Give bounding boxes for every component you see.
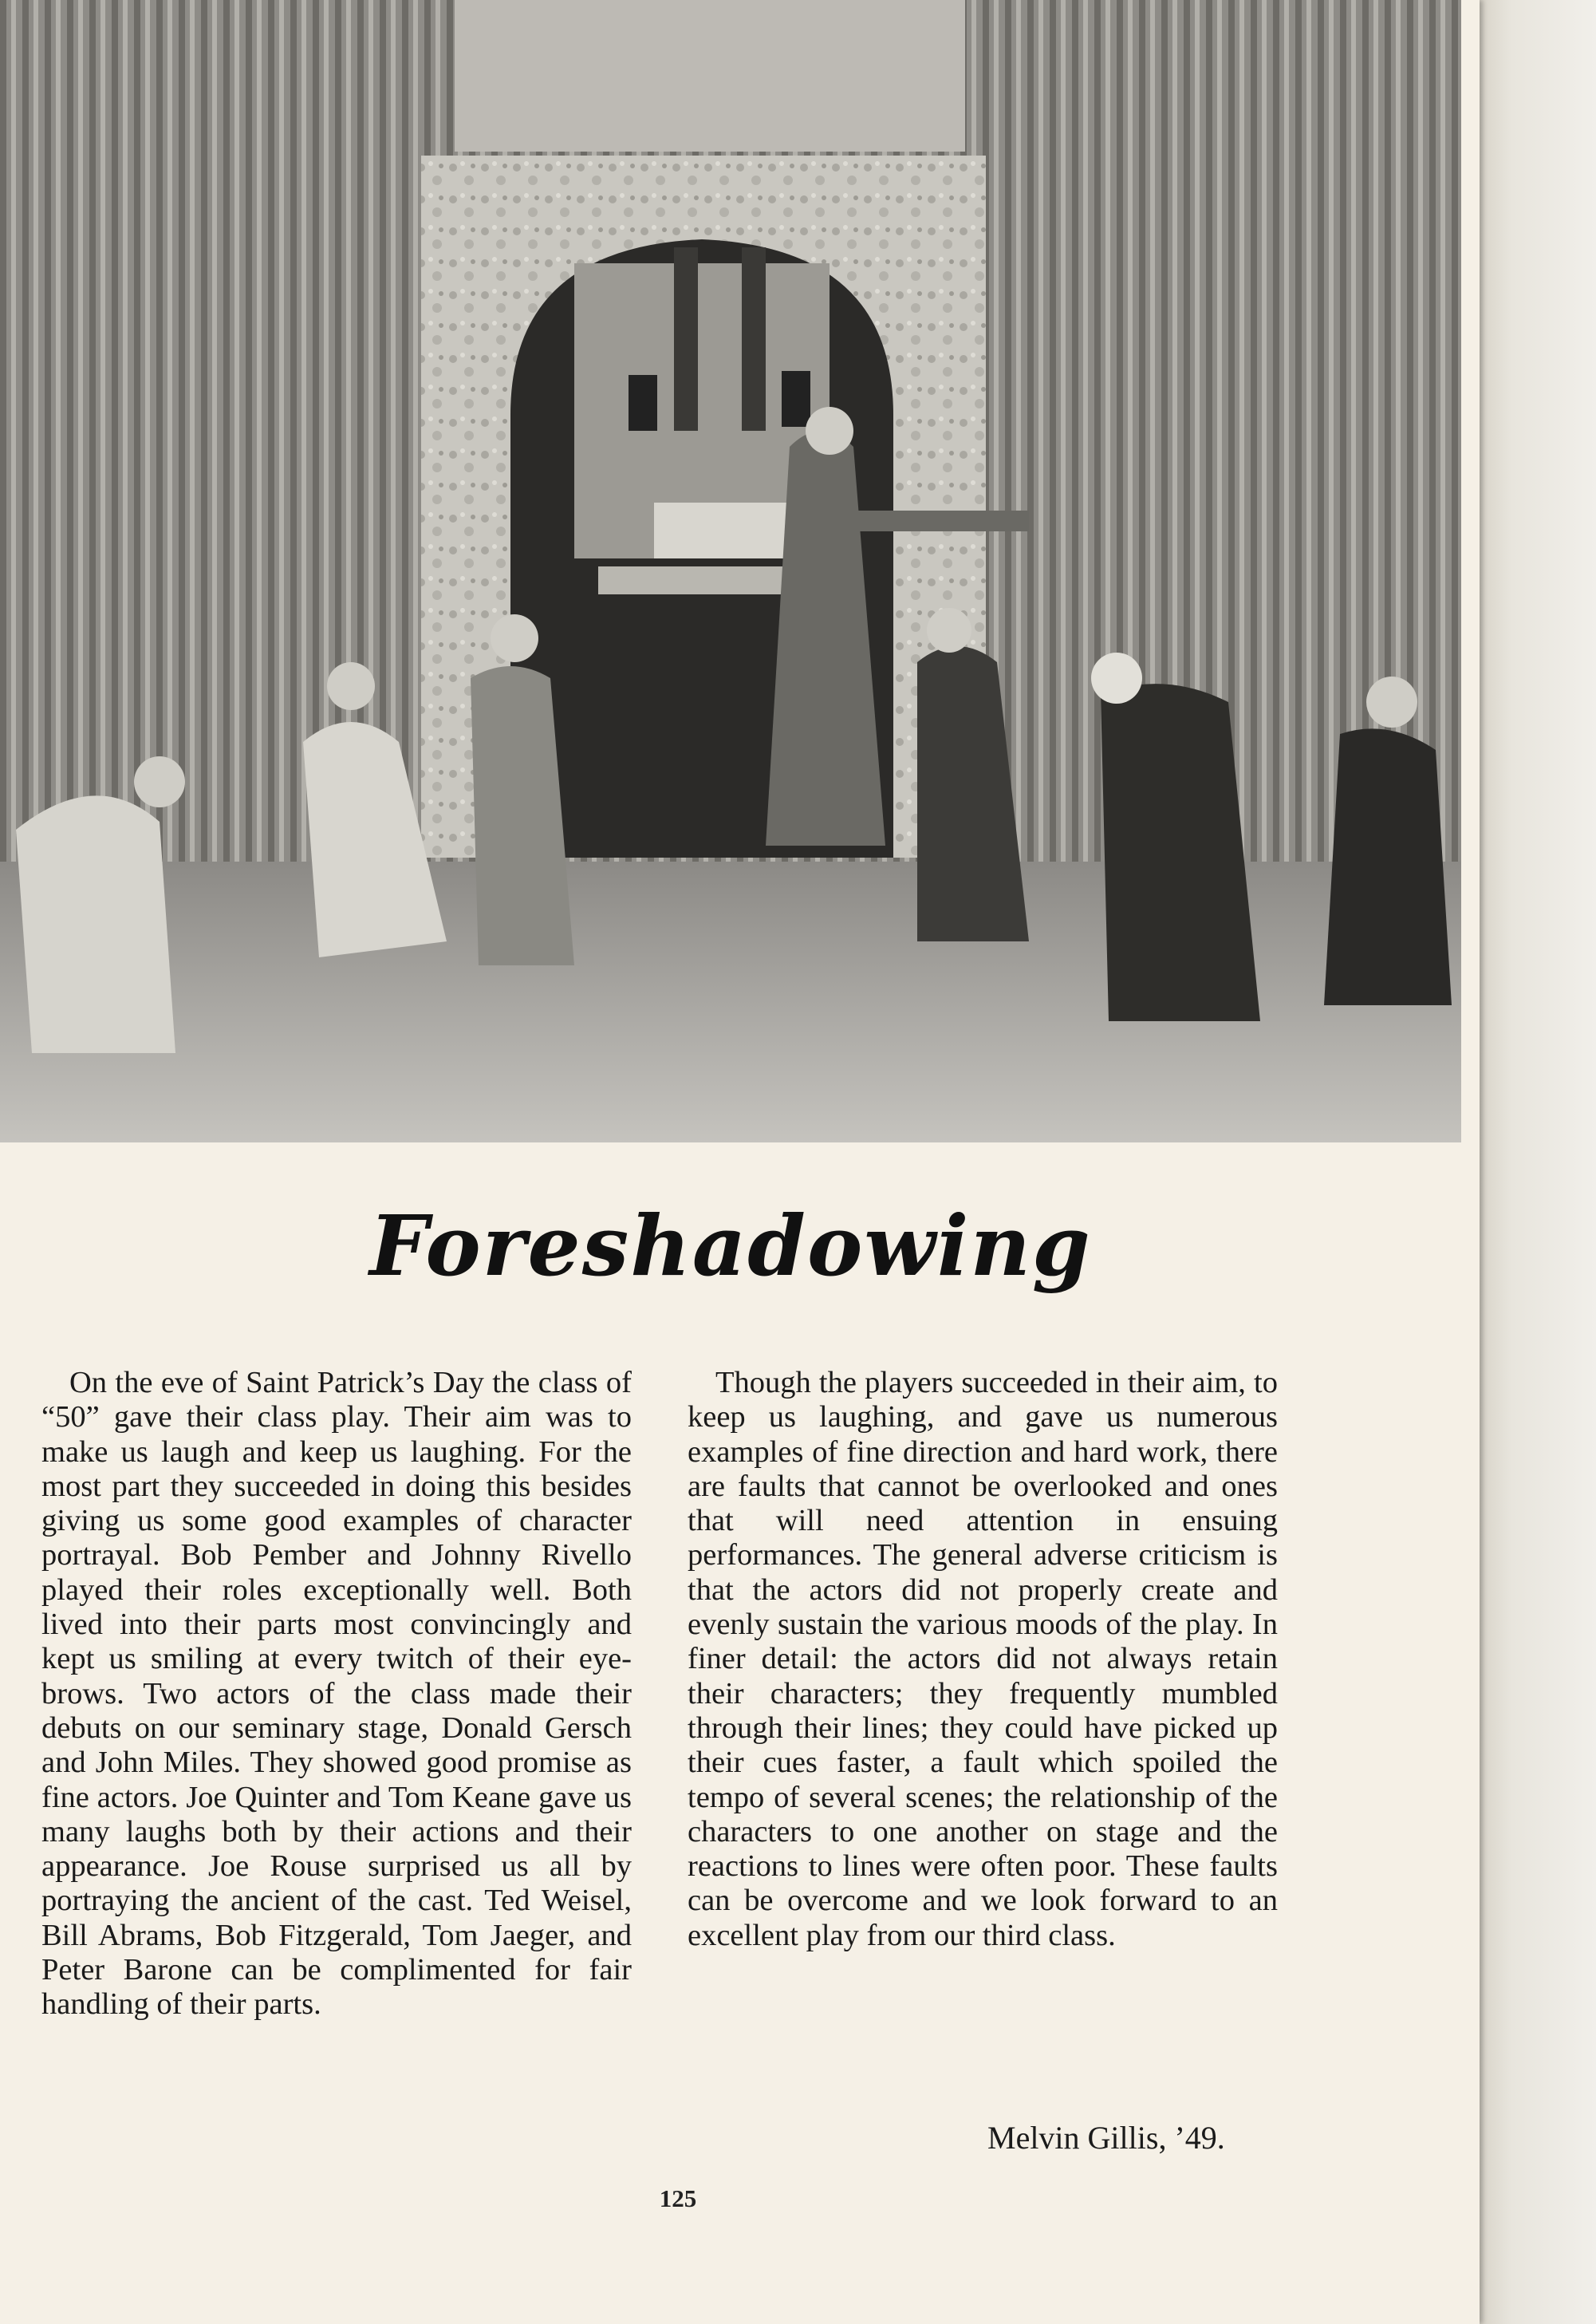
article-title: Foreshadowing [369,1197,1092,1295]
author-signature: Melvin Gillis, ’49. [987,2120,1225,2156]
article-left-column: On the eve of Saint Patrick’s Day the class of “50” gave their class play. Their aim was to make us laugh and keep us laughing. For the most part they succeeded in doing this besides giving us some good examples of character portrayal. Bob Pember and Johnny Rivello played their roles exceptionally well. Both lived into their parts most convincingly and kept us smiling at every twitch of their eyebrows. Two actors of the class made their debuts on our seminary stage, Donald Gersch and John Miles. They showed good promise as fine actors. Joe Quinter and Tom Keane gave us many laughs both by their actions and their appearance. Joe Rouse surprised us all by portraying the ancient of the cast. Ted Weisel, Bill Abrams, Bob Fitzgerald, Tom Jaeger, and Peter Barone can be complimented for fair handling of their parts. [41,1366,632,2022]
article-right-column: Though the players succeeded in their aim, to keep us laughing, and gave us numerous examples of fine direction and hard work, there are faults that cannot be overlooked and ones that will need attention in ensuing performances. The general adverse criticism is that the actors did not properly create and evenly sustain the various moods of the play. In finer detail: the actors did not always retain their characters; they frequently mumbled through their lines; they could have picked up their cues faster, a fault which spoiled the tempo of several scenes; the relationship of the characters to one another on stage and the reactions to lines were often poor. These faults can be overcome and we look forward to an excellent play from our third class. [688,1366,1278,1952]
page-number: 125 [659,2184,697,2212]
stage-scene-photo [0,0,1461,1142]
scanner-background [1476,0,1596,2324]
